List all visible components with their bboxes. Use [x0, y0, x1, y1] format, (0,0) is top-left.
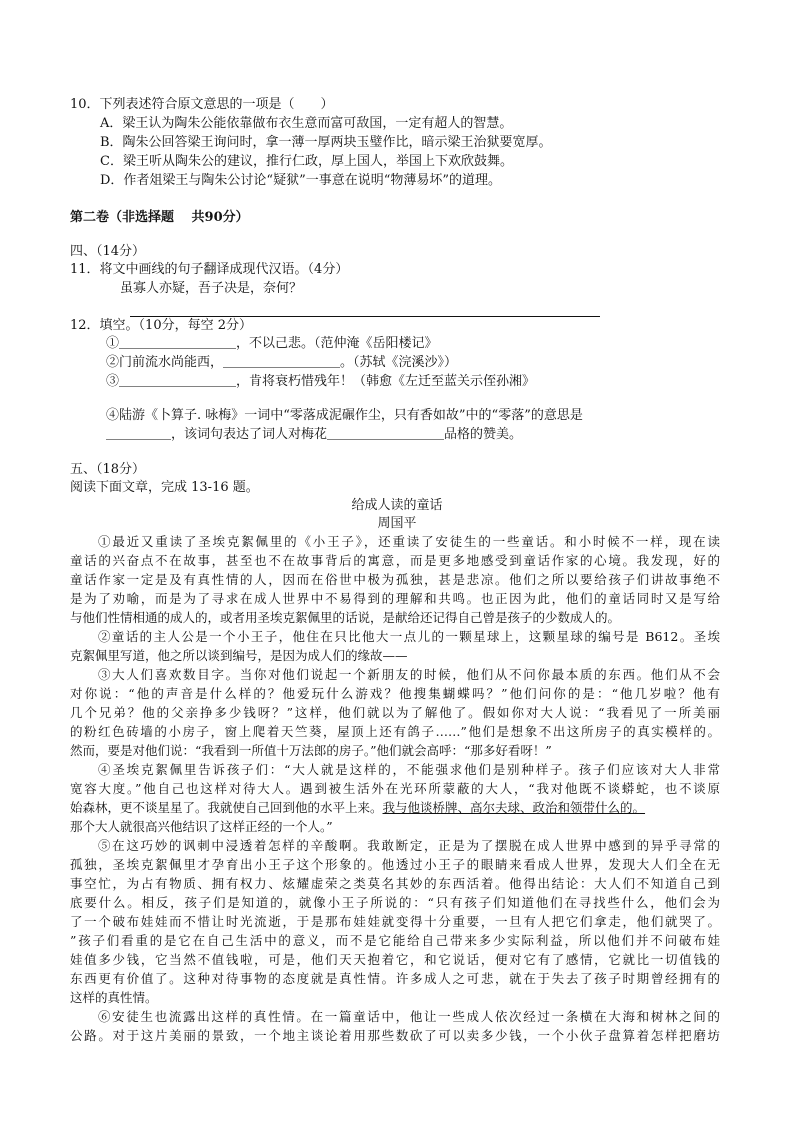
- q12-item-2: ②门前流水尚能西，＿＿＿＿＿＿＿＿＿。（苏轼《浣溪沙》）: [106, 355, 458, 370]
- q10-option-b: B．陶朱公回答梁王询问时，拿一薄一厚两块玉璧作比，暗示梁王治狱要宽厚。: [100, 135, 552, 150]
- para5-line: ”孩子们看重的是它在自己生活中的意义，而不是它能给自己带来多少实际利益，所以他们并不问破布娃: [70, 933, 720, 948]
- para4-line: 宽容大度。”他自己也这样对待大人。遇到被生活外在光环所蒙蔽的大人，“我对他既不谈蟒蛇，也不谈原: [70, 781, 720, 796]
- para1-line: ①最近又重读了圣埃克絮佩里的《小王子》，还重读了安徒生的一些童话。和小时候不一样，现在读: [98, 534, 720, 549]
- q12-prompt: 12．填空。（10分，每空 2分）: [70, 318, 252, 333]
- part5-instruction: 阅读下面文章，完成 13-16 题。: [70, 480, 259, 495]
- q10-option-a: A．梁王认为陶朱公能依靠做布衣生意而富可敌国，一定有超人的智慧。: [100, 116, 513, 131]
- para1-line: 童话的兴奋点不在故事，甚至也不在故事背后的寓意，而是更多地感受到童话作家的心境。我发现，好的: [70, 553, 720, 568]
- q12-item-1: ①＿＿＿＿＿＿＿＿＿，不以己悲。（范仲淹《岳阳楼记》: [106, 336, 438, 351]
- para4-line: 那个大人就很高兴他结识了这样正经的一个人。”: [70, 819, 333, 834]
- para3-line: 对你说：“他的声音是什么样的？他爱玩什么游戏？他搜集蝴蝶吗？”他们问你的是：“他几岁啦？他有: [70, 686, 720, 701]
- para6-line: 公路。对于这片美丽的景致，一个地主谈论着用那些数砍了可以卖多少钱，一个小伙子盘算着怎样把磨坊: [70, 1028, 720, 1043]
- para2-line: 克絮佩里写道，他之所以谈到编号，是因为成人们的缘故——: [70, 648, 408, 663]
- part4-heading: 四、（14分）: [70, 244, 146, 259]
- q11-prompt: 11．将文中画线的句子翻译成现代汉语。（4分）: [70, 262, 349, 277]
- para1-line: 是为了劝喻，而是为了寻求在成人世界中不易得到的理解和共鸣。也正因为此，他们的童话同时又是写给: [70, 591, 720, 606]
- para3-line: 几个兄弟？他的父亲挣多少钱呀？”这样，他们就以为了解他了。假如你对大人说：“我看见了一所美丽: [70, 705, 720, 720]
- para1-line: 与他们性情相通的成人的，或者用圣埃克絮佩里的话说，是献给还记得自己曾是孩子的少数成人的。: [70, 610, 621, 625]
- para5-line: 了一个破布娃娃而不惜让时光流逝，于是那布娃娃就变得十分重要，一旦有人把它们拿走，他们就哭了。: [70, 914, 720, 929]
- q10-option-c: C．梁王听从陶朱公的建议，推行仁政，厚上国人，举国上下欢欣鼓舞。: [100, 154, 513, 169]
- underlined-sentence: 我与他谈桥牌、高尔夫球、政治和领带什么的。: [382, 800, 646, 815]
- q12-item-4-line1: ④陆游《卜算子. 咏梅》一词中“零落成泥碾作尘，只有香如故”中的“零落”的意思是: [106, 408, 583, 423]
- q12-item-3: ③＿＿＿＿＿＿＿＿＿，肯将衰朽惜残年！（韩愈《左迁至蓝关示侄孙湘》: [106, 374, 536, 389]
- para5-line: 事空忙，为占有物质、拥有权力、炫耀虚荣之类莫名其妙的东西活着。他得出结论：大人们不知道自己到: [70, 876, 720, 891]
- para5-line: 这样的真性情。: [70, 990, 158, 1005]
- para1-line: 童话作家一定是及有真性情的人，因而在俗世中极为孤独，甚是悲凉。他们之所以要给孩子们讲故事绝不: [70, 572, 720, 587]
- para5-line: 底要什么。相反，孩子们是知道的，就像小王子所说的：“只有孩子们知道他们在寻找些什么，他们会为: [70, 895, 720, 910]
- q12-item-4-line2: ＿＿＿＿＿，该词句表达了词人对梅花＿＿＿＿＿＿＿＿＿品格的赞美。: [106, 427, 523, 442]
- para5-line: 孤独，圣埃克絮佩里才孕育出小王子这个形象的。他透过小王子的眼睛来看成人世界，发现大人们全在无: [70, 857, 720, 872]
- para3-line: 然而，要是对他们说：“我看到一所值十万法郎的房子。”他们就会高呼：“那多好看呀！”: [70, 743, 552, 758]
- para3-line: ③大人们喜欢数目字。当你对他们说起一个新朋友的时候，他们从不问你最本质的东西。他们从不会: [98, 667, 720, 682]
- article-title: 给成人读的童话: [351, 498, 443, 513]
- q10-option-d: D．作者俎梁王与陶朱公讨论“疑狱”一事意在说明“物薄易坏”的道理。: [100, 173, 502, 188]
- para5-line: ⑤在这巧妙的讽刺中浸透着怎样的辛酸啊。我敢断定，正是为了摆脱在成人世界中感到的异乎寻常的: [98, 838, 720, 853]
- para4-line-3-text: 始森林，更不谈星星了。我就使自己回到他的水平上来。: [70, 800, 383, 815]
- para5-line: 娃值多少钱，它当然不值钱啦，可是，他们天天抱着它，和它说话，便对它有了感情，它就比一切值钱的: [70, 952, 720, 967]
- article-author: 周国平: [377, 516, 417, 531]
- para5-line: 东西更有价值了。这种对待事物的态度就是真性情。许多成人之可悲，就在于失去了孩子时期曾经拥有的: [70, 971, 720, 986]
- q10-stem: 10．下列表述符合原文意思的一项是（ ）: [70, 97, 334, 112]
- para4-line: ④圣埃克絮佩里告诉孩子们：“大人就是这样的，不能强求他们是别种样子。孩子们应该对大人非常: [98, 762, 720, 777]
- para2-line: ②童话的主人公是一个小王子，他住在只比他大一点儿的一颗星球上，这颗星球的编号是 B612。圣埃: [98, 629, 720, 644]
- para4-line-3: [70, 798, 645, 817]
- q11-sentence: 虽寡人亦疑，吾子决是，奈何？: [120, 281, 303, 296]
- para6-line: ⑥安徒生也流露出这样的真性情。在一篇童话中，他让一些成人依次经过一条横在大海和树林之间的: [98, 1009, 720, 1024]
- section2-title: 第二卷（非选择题 共90分）: [70, 210, 249, 225]
- para3-line: 的粉红色砖墙的小房子，窗上爬着天竺葵，屋顶上还有鸽子……”他们是想象不出这所房子的真实模样的。: [70, 724, 720, 739]
- part5-heading: 五、（18分）: [70, 462, 146, 477]
